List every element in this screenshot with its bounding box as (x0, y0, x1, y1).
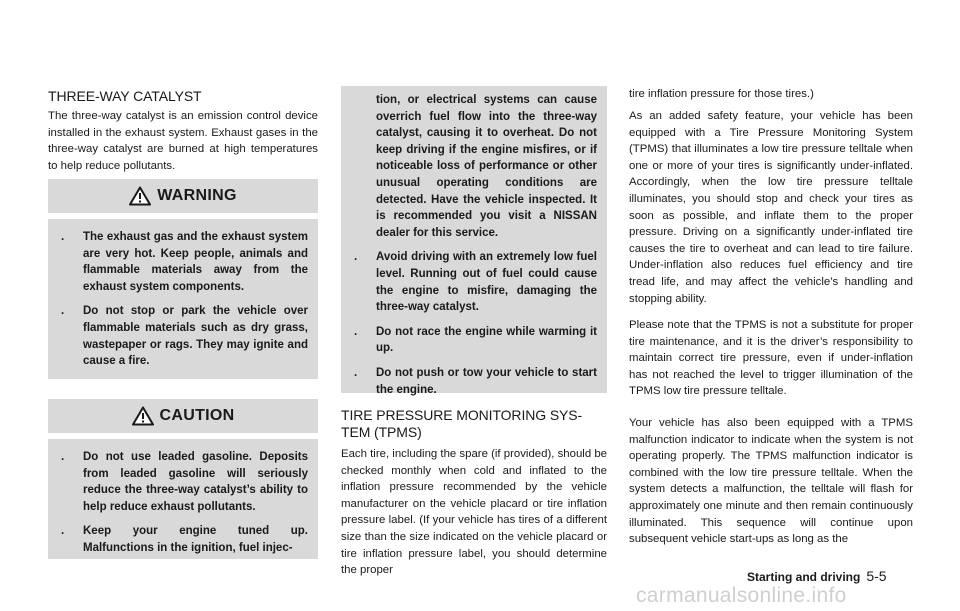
caution-item: . Do not push or tow your vehicle to start the engine. (354, 366, 597, 396)
tpms-paragraph: Each tire, including the spare (if provided), should be checked monthly when cold and inflated to the inflation pressure recommended by the vehicle manufacturer on the vehicle placard or tire inflation pressure label. (If your vehicle has tires of a different size than the size indicated on the vehicle placard or tire inflation pressure label, you should determine the proper (341, 448, 607, 577)
warning-item: . The exhaust gas and the exhaust system are very hot. Keep people, animals and flammable materials away from the exhaust system components. (61, 231, 308, 293)
footer-section: Starting and driving (747, 570, 861, 584)
caution-item: . Do not race the engine while warming it up. (354, 325, 597, 355)
warning-list (48, 219, 318, 370)
page-number: 5-5 (866, 568, 887, 584)
caution-item: . Do not use leaded gasoline. Deposits from leaded gasoline will seriously reduce the three-way catalyst’s ability to help reduce exhaust pollutants. (61, 451, 308, 513)
warning-box (48, 179, 318, 379)
watermark: carmanualsonline.info (636, 584, 847, 607)
caution-list (48, 439, 318, 557)
caution-label: CAUTION (159, 407, 235, 424)
warning-label: WARNING (157, 187, 237, 204)
page-footer (747, 568, 887, 584)
caution-item: . Keep your engine tuned up. Malfunctions in the ignition, fuel injec- (61, 525, 308, 554)
caution-box-continued (341, 86, 607, 396)
caution-item: . Avoid driving with an extremely low fuel level. Running out of fuel could cause the engine to misfire, damaging the three-way catalyst. (354, 251, 597, 314)
caution-item-continued: tion, or electrical systems can cause overrich fuel flow into the three-way catalyst, causing it to overheat. Do not keep driving if the engine misfires, or if noticeable loss of performance or other unusual operating conditions are detected. Have the vehicle inspected. It is recommended you visit a NISSAN dealer for this service. (376, 94, 597, 239)
tpms-paragraph-note: Please note that the TPMS is not a substitute for proper tire maintenance, and it is the driver’s responsibility to maintain correct tire pressure, even if under-inflation has not reached the level to trigger illumination of the TPMS low tire pressure telltale. (629, 319, 913, 398)
warning-item: . Do not stop or park the vehicle over flammable materials such as dry grass, wastepaper or rags. They may ignite and cause a fire. (61, 305, 308, 368)
tpms-paragraph-safety: As an added safety feature, your vehicle has been equipped with a Tire Pressure Monitoring System (TPMS) that illuminates a low tire pressure telltale when one or more of your tires is significantly under-inflated. Accordingly, when the low tire pressure telltale illuminates, you should stop and check your tires as soon as possible, and inflate them to the proper pressure. Driving on a significantly under-inflated tire causes the tire to overheat and can lead to tire failure. Under-inflation also reduces fuel efficiency and tire tread life, and may affect the vehicle’s handling and stopping ability. (629, 110, 913, 305)
section-title-tpms: TIRE PRESSURE MONITORING SYS- TEM (TPMS) (341, 407, 583, 440)
warning-header (48, 179, 318, 213)
caution-header (48, 399, 318, 433)
tpms-paragraph-malfunction: Your vehicle has also been equipped with a TPMS malfunction indicator to indicate when the system is not operating properly. The TPMS malfunction indicator is combined with the low tire pressure telltale. When the system detects a malfunction, the telltale will flash for approximately one minute and then remain continuously illuminated. This sequence will continue upon subsequent vehicle start-ups as long as the (629, 417, 913, 546)
caution-box (48, 399, 318, 559)
section-title-three-way-catalyst: THREE-WAY CATALYST (48, 88, 202, 104)
caution-triangle-icon (132, 406, 154, 426)
warning-triangle-icon (129, 186, 151, 206)
tpms-paragraph-cont: tire inflation pressure for those tires.) (629, 88, 814, 100)
intro-paragraph: The three-way catalyst is an emission control device installed in the exhaust system. Exhaust gases in the three-way catalyst are burned at high temperatures to help reduce pollutants. (48, 110, 318, 172)
